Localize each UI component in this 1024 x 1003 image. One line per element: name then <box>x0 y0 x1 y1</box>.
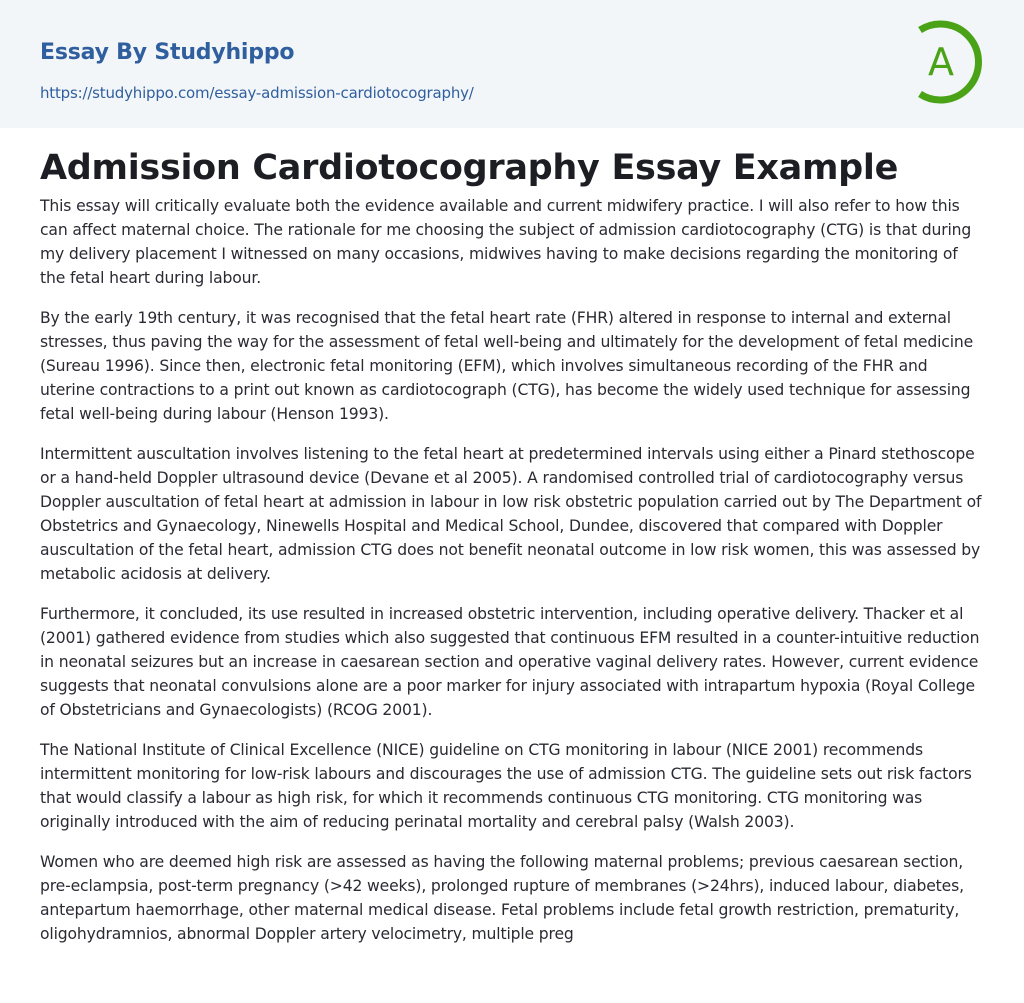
logo-letter: A <box>928 40 954 84</box>
page-title: Admission Cardiotocography Essay Example <box>40 148 899 188</box>
essay-url-link[interactable]: https://studyhippo.com/essay-admission-cardiotocography/ <box>40 84 474 102</box>
essay-paragraph-6: Women who are deemed high risk are assessed as having the following maternal problems; previous caesarean section, pre-eclampsia, post-term pregnancy (>42 weeks), prolonged rupture of membranes (>24hrs), induced labour, diabetes, antepartum haemorrhage, other maternal medical disease. Fetal problems include fetal growth restriction, prematurity, oligohydramnios, abnormal Doppler artery velocimetry, multiple preg <box>40 853 964 943</box>
site-title-link[interactable]: Essay By Studyhippo <box>40 40 295 65</box>
essay-paragraph-3: Intermittent auscultation involves listening to the fetal heart at predetermined intervals using either a Pinard stethoscope or a hand-held Doppler ultrasound device (Devane et al 2005). A randomised controlled trial of cardiotocography versus Doppler auscultation of fetal heart at admission in labour in low risk obstetric population carried out by The Department of Obstetrics and Gynaecology, Ninewells Hospital and Medical School, Dundee, discovered that compared with Doppler auscultation of the fetal heart, admission CTG does not benefit neonatal outcome in low risk women, this was assessed by metabolic acidosis at delivery. <box>40 445 982 583</box>
essay-paragraph-1: This essay will critically evaluate both the evidence available and current midwifery practice. I will also refer to how this can affect maternal choice. The rationale for me choosing the subject of admission cardiotocography (CTG) is that during my delivery placement I witnessed on many occasions, midwives having to make decisions regarding the monitoring of the fetal heart during labour. <box>40 197 972 287</box>
essay-paragraph-4: Furthermore, it concluded, its use resulted in increased obstetric intervention, including operative delivery. Thacker et al (2001) gathered evidence from studies which also suggested that continuous EFM resulted in a counter-intuitive reduction in neonatal seizures but an increase in caesarean section and operative vaginal delivery rates. However, current evidence suggests that neonatal convulsions alone are a poor marker for injury associated with intrapartum hypoxia (Royal College of Obstetricians and Gynaecologists) (RCOG 2001). <box>40 605 980 719</box>
essay-body <box>40 194 984 962</box>
essay-paragraph-2: By the early 19th century, it was recognised that the fetal heart rate (FHR) altered in response to internal and external stresses, thus paving the way for the assessment of fetal well-being and ultimately for the development of fetal medicine (Sureau 1996). Since then, electronic fetal monitoring (EFM), which involves simultaneous recording of the FHR and uterine contractions to a print out known as cardiotocograph (CTG), has become the widely used technique for assessing fetal well-being during labour (Henson 1993). <box>40 309 974 423</box>
essay-paragraph-5: The National Institute of Clinical Excellence (NICE) guideline on CTG monitoring in labour (NICE 2001) recommends intermittent monitoring for low-risk labours and discourages the use of admission CTG. The guideline sets out risk factors that would classify a labour as high risk, for which it recommends continuous CTG monitoring. CTG monitoring was originally introduced with the aim of reducing perinatal mortality and cerebral palsy (Walsh 2003). <box>40 741 972 831</box>
studyhippo-logo-icon[interactable] <box>910 18 988 106</box>
